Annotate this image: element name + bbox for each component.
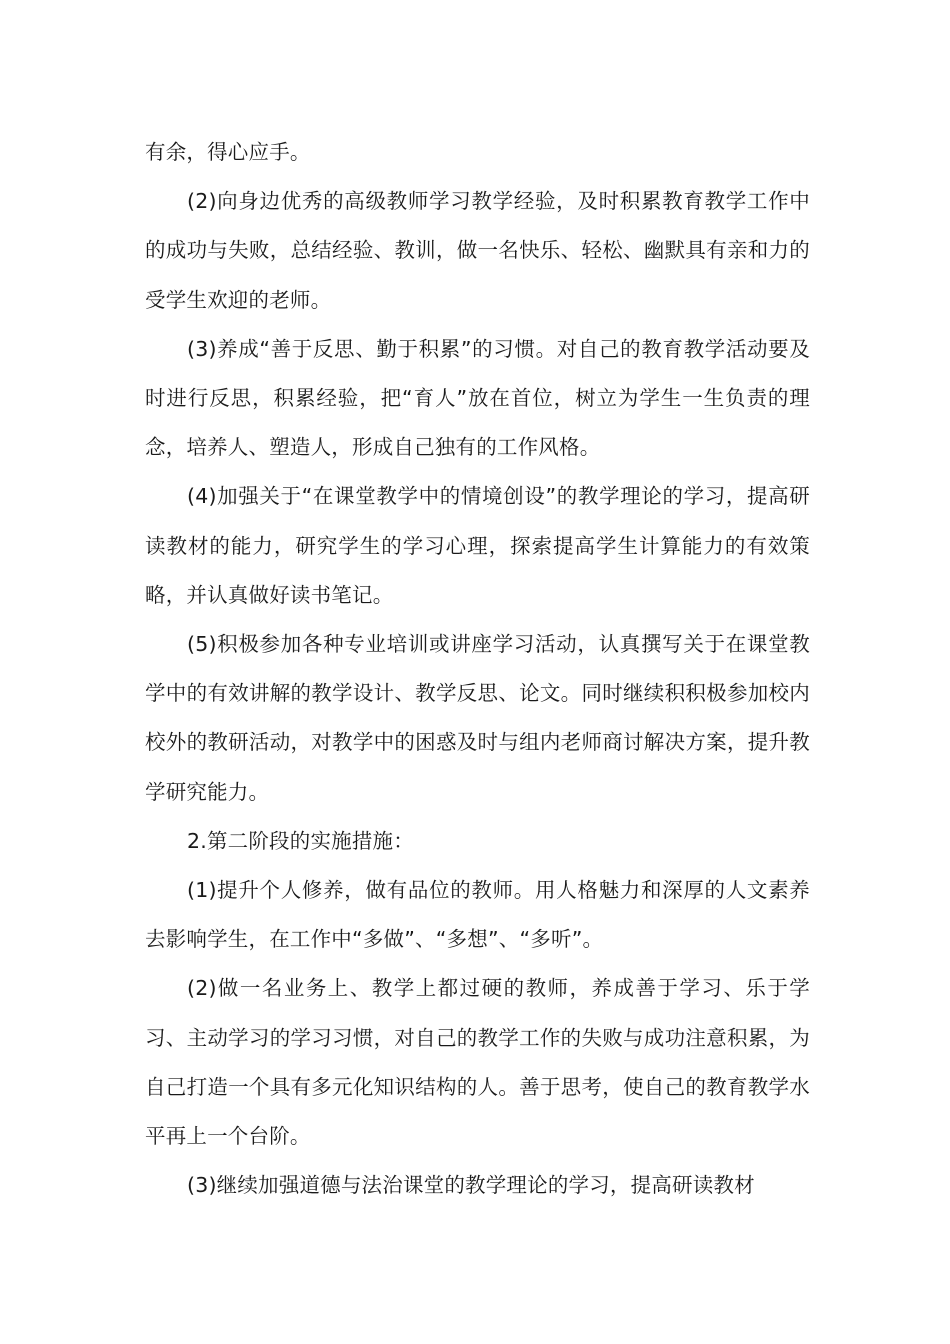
section-heading-stage-2: 2.第二阶段的实施措施： bbox=[187, 828, 414, 853]
paragraph-item-5: (5)积极参加各种专业培训或讲座学习活动，认真撰写关于在课堂教学中的有效讲解的教学设计、教学反思、论文。同时继续积积极参加校内校外的教研活动，对教学中的困惑及时与组内老师商讨解决方案，提升教学研究能力。 bbox=[145, 632, 810, 804]
paragraph-stage2-item-2: (2)做一名业务上、教学上都过硬的教师，养成善于学习、乐于学习、主动学习的学习习惯，对自己的教学工作的失败与成功注意积累，为自己打造一个具有多元化知识结构的人。善于思考，使自己的教育教学水平再上一个台阶。 bbox=[145, 976, 810, 1149]
paragraph-item-4: (4)加强关于“在课堂教学中的情境创设”的教学理论的学习，提高研读教材的能力，研究学生的学习心理，探索提高学生计算能力的有效策略，并认真做好读书笔记。 bbox=[145, 484, 810, 607]
document-body bbox=[145, 128, 810, 1210]
paragraph-stage2-item-3: (3)继续加强道德与法治课堂的教学理论的学习，提高研读教材 bbox=[187, 1173, 755, 1198]
paragraph-stage2-item-1: (1)提升个人修养，做有品位的教师。用人格魅力和深厚的人文素养去影响学生，在工作中“多做”、“多想”、“多听”。 bbox=[145, 878, 810, 952]
paragraph-item-2: (2)向身边优秀的高级教师学习教学经验，及时积累教育教学工作中的成功与失败，总结经验、教训，做一名快乐、轻松、幽默具有亲和力的受学生欢迎的老师。 bbox=[145, 189, 810, 312]
paragraph-continuation: 有余，得心应手。 bbox=[145, 140, 311, 164]
paragraph-item-3: (3)养成“善于反思、勤于积累”的习惯。对自己的教育教学活动要及时进行反思，积累经验，把“育人”放在首位，树立为学生一生负责的理念，培养人、塑造人，形成自己独有的工作风格。 bbox=[145, 336, 810, 460]
